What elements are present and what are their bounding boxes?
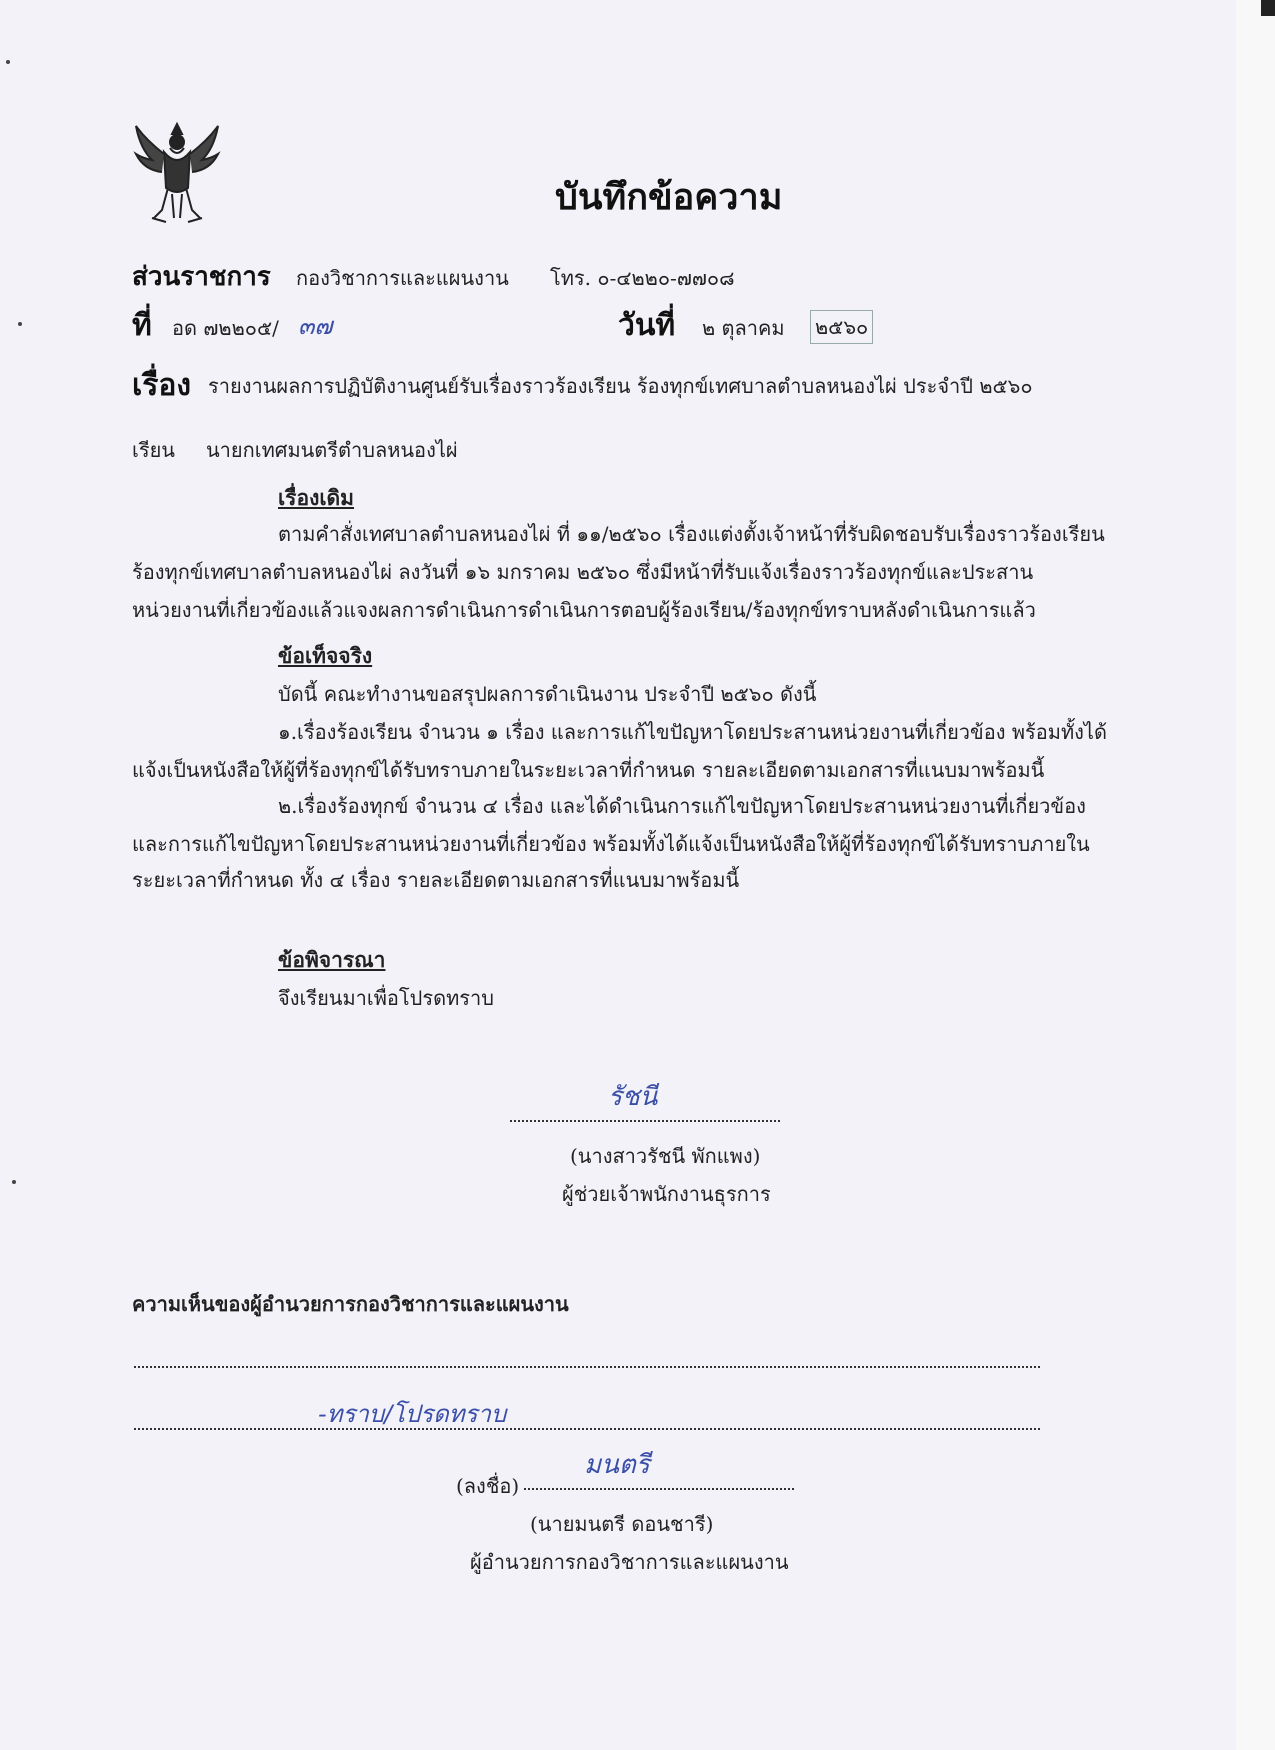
scan-speck — [12, 1180, 16, 1184]
to-label: เรียน — [132, 438, 175, 462]
signature-line-2 — [524, 1488, 794, 1490]
scan-corner-mark — [1261, 0, 1275, 16]
background-heading: เรื่องเดิม — [278, 485, 354, 510]
opinion-handwritten: -ทราบ/โปรดทราบ — [318, 1400, 507, 1428]
opinion-line-1 — [134, 1366, 1040, 1368]
date-label: วันที่ — [618, 308, 676, 343]
facts-line: ระยะเวลาที่กำหนด ทั้ง ๔ เรื่อง รายละเอียดตามเอกสารที่แนบมาพร้อมนี้ — [132, 868, 740, 892]
scan-speck — [6, 60, 10, 64]
signer1-name: (นางสาวรัชนี พักแพง) — [570, 1144, 761, 1168]
background-line: ตามคำสั่งเทศบาลตำบลหนองไผ่ ที่ ๑๑/๒๕๖๐ เรื่องแต่งตั้งเจ้าหน้าที่รับผิดชอบรับเรื่องราวร้องเรียน — [278, 522, 1105, 546]
signature-1: รัชนี — [608, 1082, 658, 1112]
facts-line: แจ้งเป็นหนังสือให้ผู้ที่ร้องทุกข์ได้รับทราบภายในระยะเวลาที่กำหนด รายละเอียดตามเอกสารที่แนบมาพร้อมนี้ — [132, 758, 1045, 782]
sign-label: (ลงชื่อ) — [456, 1474, 520, 1498]
ref-label: ที่ — [132, 308, 152, 343]
facts-line: ๑.เรื่องร้องเรียน จำนวน ๑ เรื่อง และการแก้ไขปัญหาโดยประสานหน่วยงานที่เกี่ยวข้อง พร้อมทั้งได้ — [278, 720, 1107, 744]
facts-heading: ข้อเท็จจริง — [278, 643, 373, 668]
consider-line: จึงเรียนมาเพื่อโปรดทราบ — [278, 986, 494, 1010]
date-year: ๒๕๖๐ — [810, 310, 873, 344]
memo-title: บันทึกข้อความ — [555, 176, 783, 218]
background-line: ร้องทุกข์เทศบาลตำบลหนองไผ่ ลงวันที่ ๑๖ มกราคม ๒๕๖๐ ซึ่งมีหน้าที่รับแจ้งเรื่องราวร้องทุกข์และประสาน — [132, 560, 1034, 584]
subject-label: เรื่อง — [132, 368, 192, 403]
date-value: ๒ ตุลาคม — [702, 316, 785, 340]
facts-line: บัดนี้ คณะทำงานขอสรุปผลการดำเนินงาน ประจำปี ๒๕๖๐ ดังนี้ — [278, 682, 817, 706]
scan-speck — [18, 322, 22, 326]
signature-2: มนตรี — [584, 1450, 650, 1480]
signer1-position: ผู้ช่วยเจ้าพนักงานธุรการ — [562, 1182, 771, 1206]
ref-value: อด ๗๒๒๐๕/ — [172, 316, 279, 340]
director-position: ผู้อำนวยการกองวิชาการและแผนงาน — [470, 1550, 789, 1574]
phone-number: โทร. ๐-๔๒๒๐-๗๗๐๘ — [550, 266, 735, 290]
opinion-line-2 — [134, 1428, 1040, 1430]
director-name: (นายมนตรี ดอนชารี) — [530, 1512, 714, 1536]
opinion-heading: ความเห็นของผู้อำนวยการกองวิชาการและแผนงาน — [132, 1292, 569, 1316]
garuda-emblem-icon — [132, 118, 222, 226]
facts-line: และการแก้ไขปัญหาโดยประสานหน่วยงานที่เกี่ยวข้อง พร้อมทั้งได้แจ้งเป็นหนังสือให้ผู้ที่ร้องทุกข์ได้รับทราบภายใน — [132, 832, 1090, 856]
to-value: นายกเทศมนตรีตำบลหนองไผ่ — [206, 438, 458, 462]
subject-value: รายงานผลการปฏิบัติงานศูนย์รับเรื่องราวร้องเรียน ร้องทุกข์เทศบาลตำบลหนองไผ่ ประจำปี ๒๕๖๐ — [208, 374, 1033, 398]
signature-line-1 — [510, 1120, 780, 1122]
agency-label: ส่วนราชการ — [132, 262, 271, 292]
ref-handwritten-number: ๓๗ — [298, 312, 333, 340]
consider-heading: ข้อพิจารณา — [278, 947, 386, 972]
scan-edge — [1236, 0, 1275, 1750]
facts-line: ๒.เรื่องร้องทุกข์ จำนวน ๔ เรื่อง และได้ดำเนินการแก้ไขปัญหาโดยประสานหน่วยงานที่เกี่ยวข้อง — [278, 794, 1086, 818]
agency-value: กองวิชาการและแผนงาน — [296, 266, 509, 290]
background-line: หน่วยงานที่เกี่ยวข้องแล้วแจงผลการดำเนินการดำเนินการตอบผู้ร้องเรียน/ร้องทุกข์ทราบหลังดำเนินการแล้ว — [132, 598, 1036, 622]
